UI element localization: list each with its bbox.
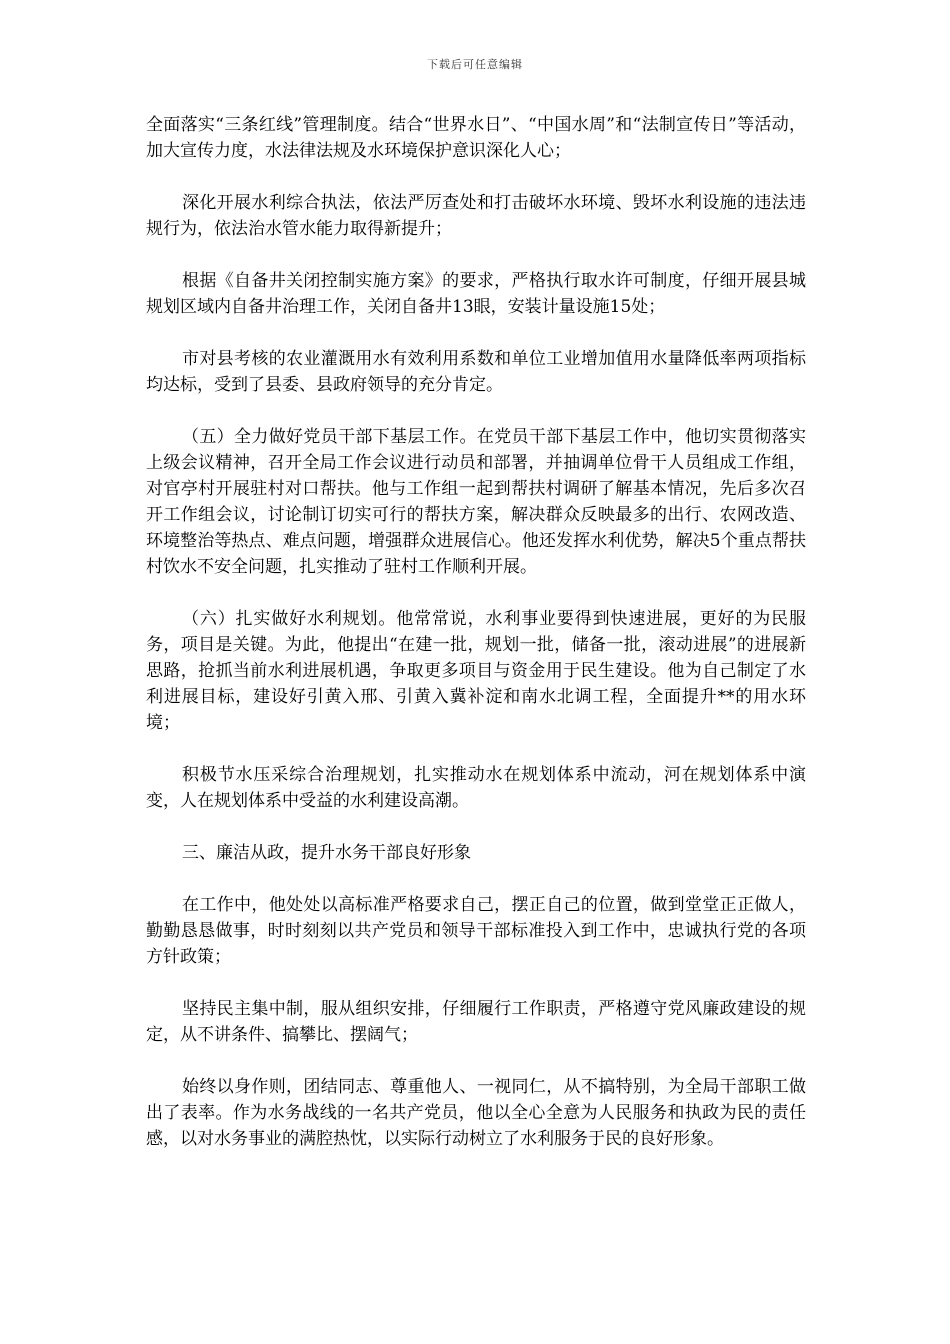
section-heading: 三、廉洁从政，提升水务干部良好形象 bbox=[182, 843, 471, 863]
paragraph-9: 在工作中，他处处以高标准严格要求自己，摆正自己的位置，做到堂堂正正做人，勤勤恳恳做事，时时刻刻以共产党员和领导干部标准投入到工作中，忠诚执行党的各项方针政策； bbox=[146, 895, 806, 967]
paragraph-6: （六）扎实做好水利规划。他常常说，水利事业要得到快速进展，更好的为民服务，项目是关键。为此，他提出“在建一批，规划一批，储备一批，滚动进展”的进展新思路，抢抓当前水利进展机遇，争取更多项目与资金用于民生建设。他为自己制定了水利进展目标，建设好引黄入邢、引黄入冀补淀和南水北调工程，全面提升**的用水环境； bbox=[146, 609, 806, 733]
paragraph-7: 积极节水压采综合治理规划，扎实推动水在规划体系中流动，河在规划体系中演变，人在规划体系中受益的水利建设高潮。 bbox=[146, 765, 806, 811]
page-header: 下载后可任意编辑 bbox=[427, 58, 523, 71]
paragraph-1: 全面落实“三条红线”管理制度。结合“世界水日”、“中国水周”和“法制宣传日”等活动，加大宣传力度，水法律法规及水环境保护意识深化人心； bbox=[146, 115, 806, 161]
paragraph-3: 根据《自备井关闭控制实施方案》的要求，严格执行取水许可制度，仔细开展县城规划区域内自备井治理工作，关闭自备井13眼，安装计量设施15处； bbox=[146, 271, 806, 317]
paragraph-4: 市对县考核的农业灌溉用水有效利用系数和单位工业增加值用水量降低率两项指标均达标，受到了县委、县政府领导的充分肯定。 bbox=[146, 349, 806, 395]
document-body bbox=[146, 112, 806, 1178]
paragraph-11: 始终以身作则，团结同志、尊重他人、一视同仁，从不搞特别，为全局干部职工做出了表率。作为水务战线的一名共产党员，他以全心全意为人民服务和执政为民的责任感，以对水务事业的满腔热忱，以实际行动树立了水利服务于民的良好形象。 bbox=[146, 1077, 806, 1149]
paragraph-2: 深化开展水利综合执法，依法严厉查处和打击破坏水环境、毁坏水利设施的违法违规行为，依法治水管水能力取得新提升； bbox=[146, 193, 806, 239]
paragraph-10: 坚持民主集中制，服从组织安排，仔细履行工作职责，严格遵守党风廉政建设的规定，从不讲条件、搞攀比、摆阔气； bbox=[146, 999, 806, 1045]
paragraph-5: （五）全力做好党员干部下基层工作。在党员干部下基层工作中，他切实贯彻落实上级会议精神，召开全局工作会议进行动员和部署，并抽调单位骨干人员组成工作组，对官亭村开展驻村对口帮扶。他与工作组一起到帮扶村调研了解基本情况，先后多次召开工作组会议，讨论制订切实可行的帮扶方案，解决群众反映最多的出行、农网改造、环境整治等热点、难点问题，增强群众进展信心。他还发挥水利优势，解决5个重点帮扶村饮水不安全问题，扎实推动了驻村工作顺利开展。 bbox=[146, 427, 806, 577]
